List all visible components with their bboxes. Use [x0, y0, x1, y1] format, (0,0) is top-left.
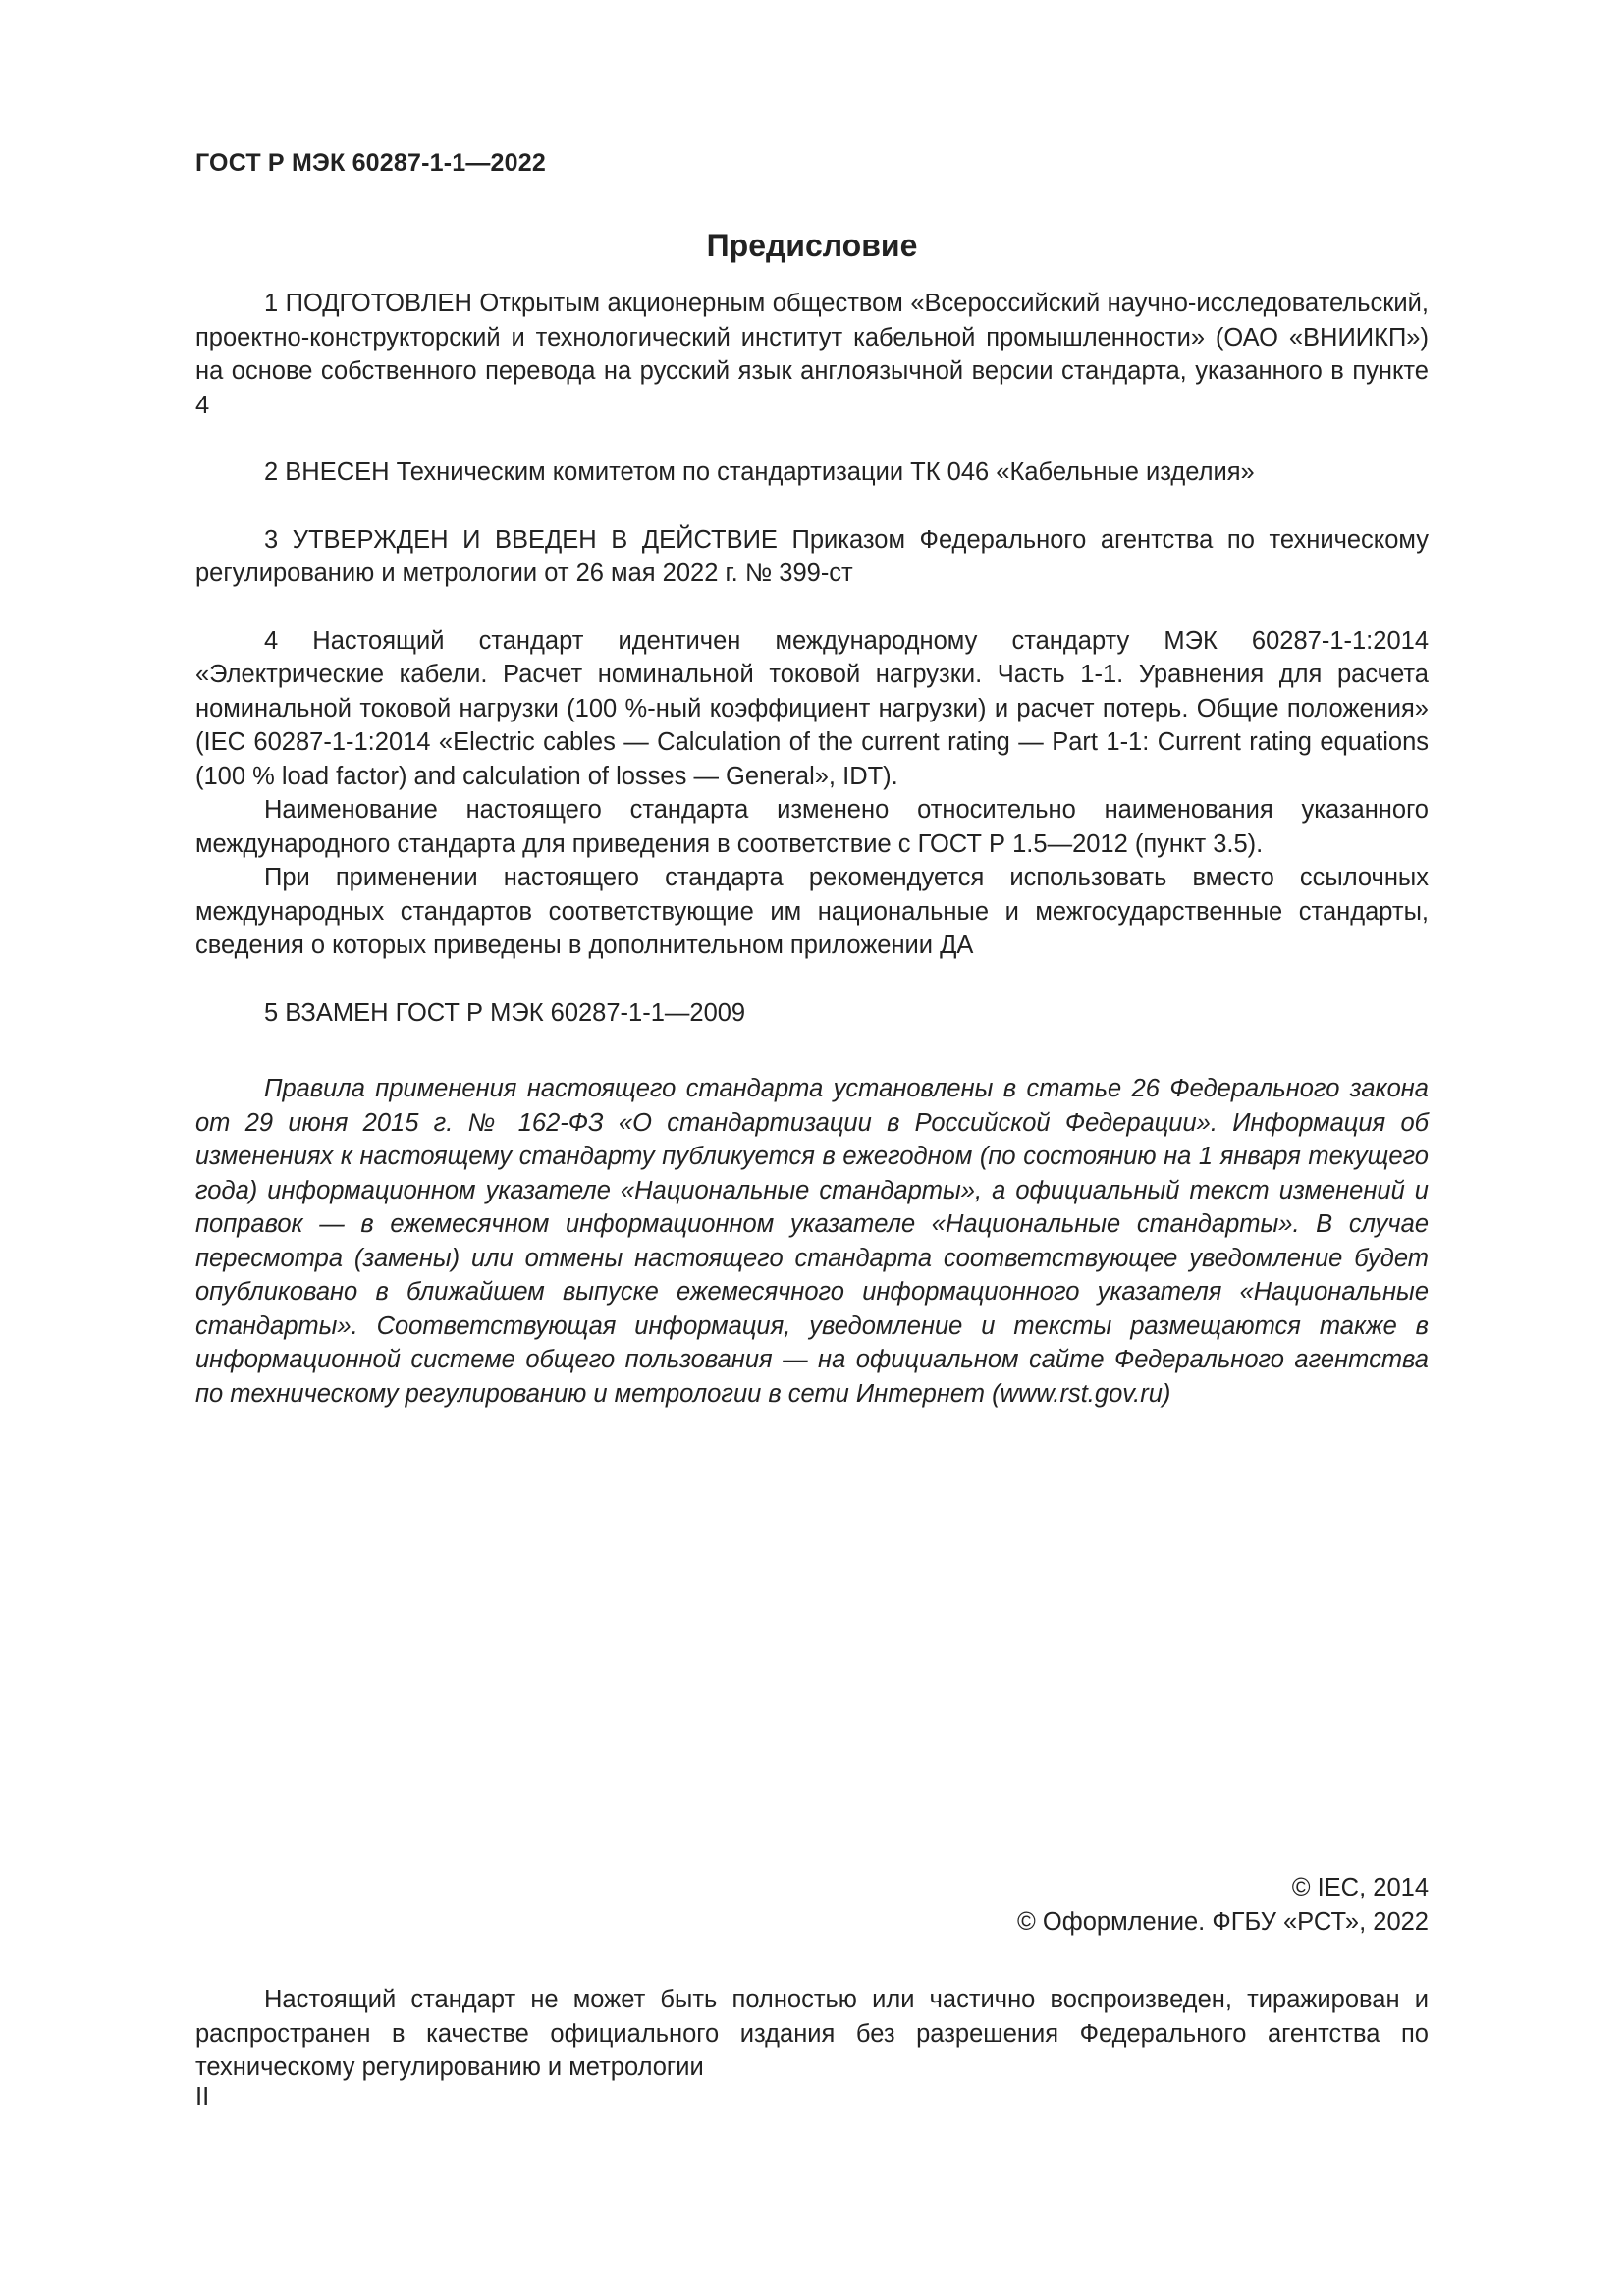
document-code: ГОСТ Р МЭК 60287-1-1—2022 — [195, 149, 546, 177]
paragraph-replaces: 5 ВЗАМЕН ГОСТ Р МЭК 60287-1-1—2009 — [264, 998, 746, 1027]
paragraph-approved: 3 УТВЕРЖДЕН И ВВЕДЕН В ДЕЙСТВИЕ Приказом Федерального агентства по техническому регулированию и метрологии от 26 мая 2022 г. № 399-ст — [195, 525, 1429, 587]
legal-notice: Правила применения настоящего стандарта установлены в статье 26 Федерального закона от 29 июня 2015 г. № 162-ФЗ «О стандартизации в Российской Федерации». Информация об изменениях к настоящему стандарту публикуется в ежегодном (по состоянию на 1 января текущего года) информационном указателе «Национальные стандарты», а официальный текст изменений и поправок — в ежемесячном информационном указателе «Национальные стандарты». В случае пересмотра (замены) или отмены настоящего стандарта соответствующее уведомление будет опубликовано в ближайшем выпуске ежемесячного информационного указателя «Национальные стандарты». Соответствующая информация, уведомление и тексты размещаются также в информационной системе общего пользования — на официальном сайте Федерального агентства по техническому регулированию и метрологии в сети Интернет (www.rst.gov.ru) — [195, 1075, 1429, 1408]
foreword-body — [195, 287, 1429, 1030]
paragraph-name-changed: Наименование настоящего стандарта изменено относительно наименования указанного международного стандарта для приведения в соответствие с ГОСТ Р 1.5—2012 (пункт 3.5). — [195, 796, 1429, 858]
copyright-design: © Оформление. ФГБУ «РСТ», 2022 — [1017, 1907, 1429, 1936]
reproduction-notice: Настоящий стандарт не может быть полностью или частично воспроизведен, тиражирован и распространен в качестве официального издания без разрешения Федерального агентства по техническому регулированию и метрологии — [195, 1986, 1429, 2081]
copyright-iec: © IEC, 2014 — [1291, 1874, 1429, 1901]
paragraph-prepared: 1 ПОДГОТОВЛЕН Открытым акционерным обществом «Всероссийский научно-исследовательский, проектно-конструкторский и технологический институт кабельной промышленности» (ОАО «ВНИИКП») на основе собственного перевода на русский язык англоязычной версии стандарта, указанного в пункте 4 — [195, 290, 1429, 419]
copyright-block — [1017, 1871, 1429, 1939]
page-number: II — [195, 2083, 210, 2110]
page-title: Предисловие — [706, 228, 918, 263]
paragraph-identical: 4 Настоящий стандарт идентичен международному стандарту МЭК 60287-1-1:2014 «Электрические кабели. Расчет номинальной токовой нагрузки. Часть 1-1. Уравнения для расчета номинальной токовой нагрузки (100 %-ный коэффициент нагрузки) и расчет потерь. Общие положения» (IEC 60287-1-1:2014 «Electric cables — Calculation of the current rating — Part 1-1: Current rating equations (100 % load factor) and calculation of losses — General», IDT). — [195, 626, 1429, 790]
paragraph-submitted: 2 ВНЕСЕН Техническим комитетом по стандартизации ТК 046 «Кабельные изделия» — [264, 458, 1255, 486]
paragraph-references: При применении настоящего стандарта рекомендуется использовать вместо ссылочных международных стандартов соответствующие им национальные и межгосударственные стандарты, сведения о которых приведены в дополнительном приложении ДА — [195, 864, 1429, 959]
